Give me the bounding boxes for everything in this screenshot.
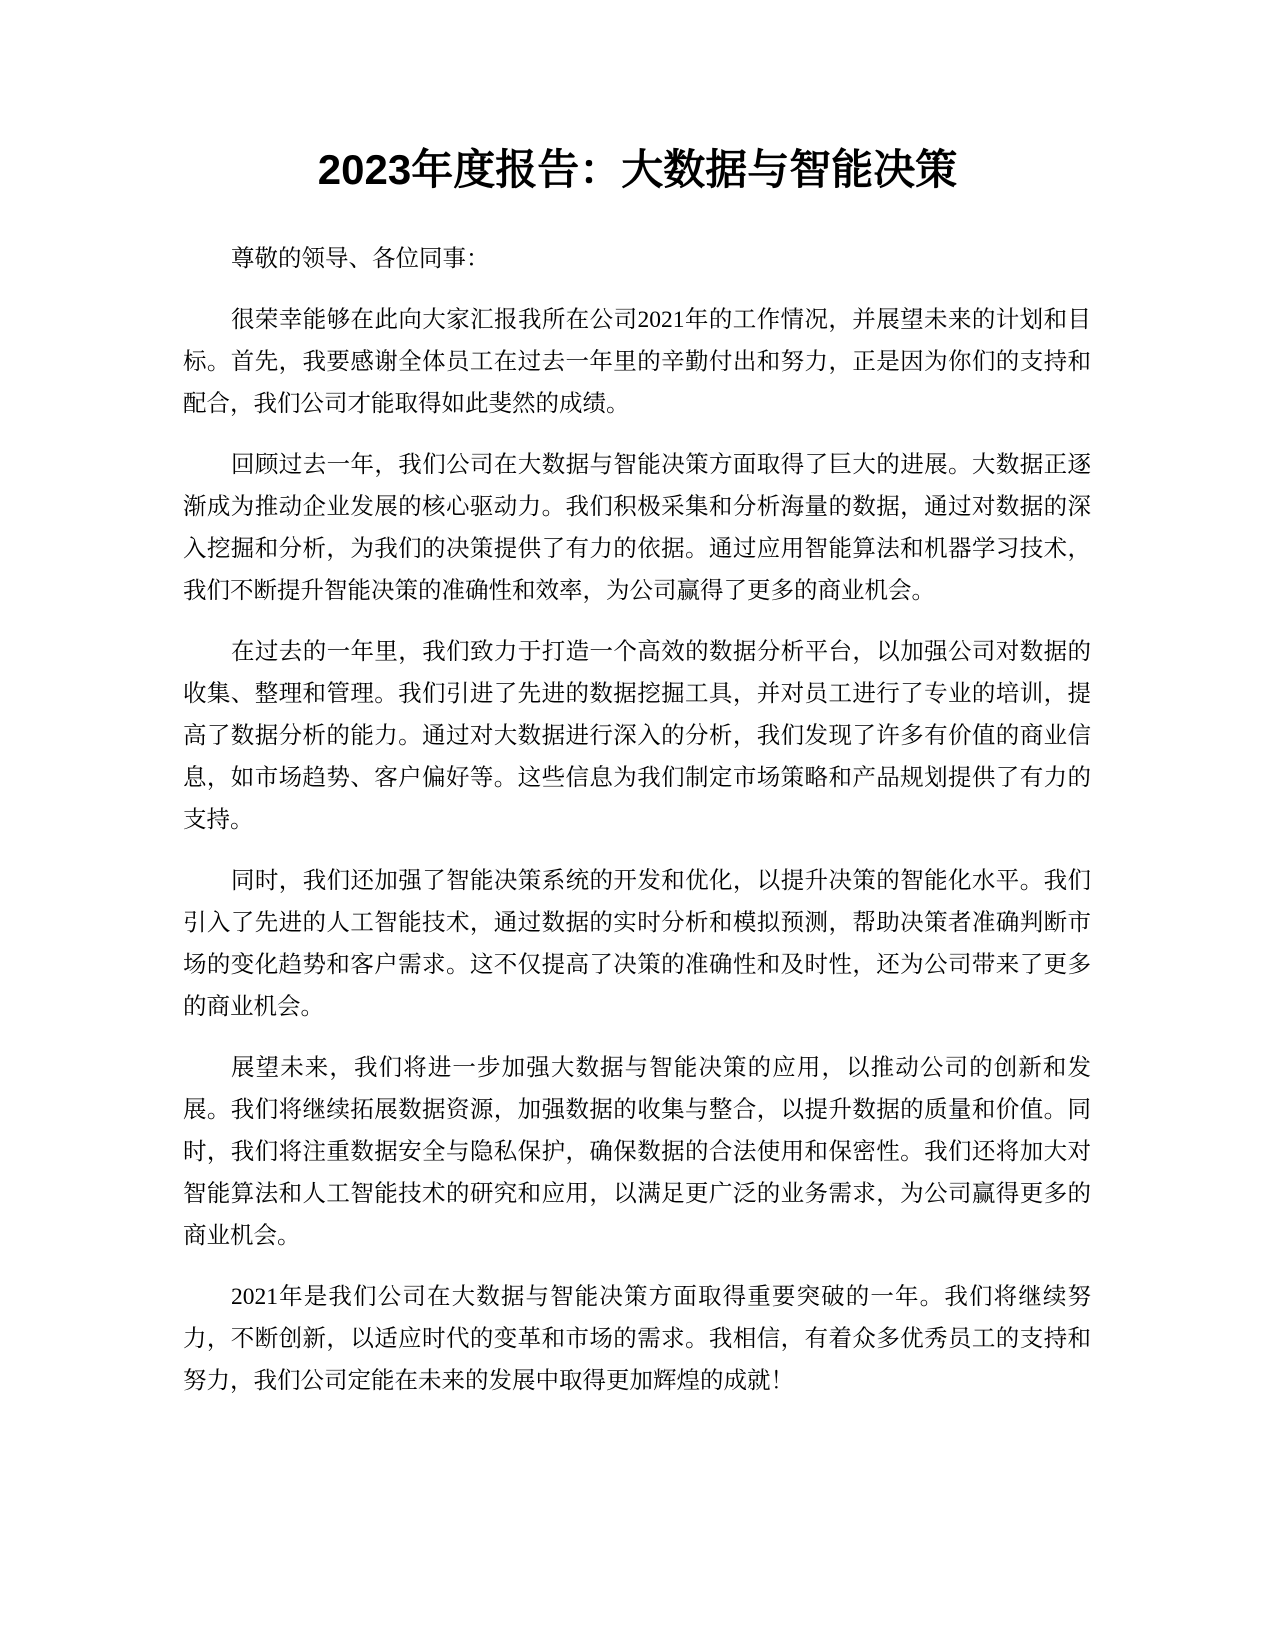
body-paragraph: 回顾过去一年，我们公司在大数据与智能决策方面取得了巨大的进展。大数据正逐渐成为推动企业发展的核心驱动力。我们积极采集和分析海量的数据，通过对数据的深入挖掘和分析，为我们的决策提供了有力的依据。通过应用智能算法和机器学习技术，我们不断提升智能决策的准确性和效率，为公司赢得了更多的商业机会。 xyxy=(183,452,1091,604)
body-paragraph: 很荣幸能够在此向大家汇报我所在公司2021年的工作情况，并展望未来的计划和目标。首先，我要感谢全体员工在过去一年里的辛勤付出和努力，正是因为你们的支持和配合，我们公司才能取得如此斐然的成绩。 xyxy=(183,307,1091,417)
salutation: 尊敬的领导、各位同事： xyxy=(231,246,490,272)
body-paragraph: 在过去的一年里，我们致力于打造一个高效的数据分析平台，以加强公司对数据的收集、整理和管理。我们引进了先进的数据挖掘工具，并对员工进行了专业的培训，提高了数据分析的能力。通过对大数据进行深入的分析，我们发现了许多有价值的商业信息，如市场趋势、客户偏好等。这些信息为我们制定市场策略和产品规划提供了有力的支持。 xyxy=(183,639,1091,833)
body-paragraph: 2021年是我们公司在大数据与智能决策方面取得重要突破的一年。我们将继续努力，不断创新，以适应时代的变革和市场的需求。我相信，有着众多优秀员工的支持和努力，我们公司定能在未来的发展中取得更加辉煌的成就！ xyxy=(183,1284,1091,1394)
document-body xyxy=(183,238,1091,1421)
body-paragraph: 展望未来，我们将进一步加强大数据与智能决策的应用，以推动公司的创新和发展。我们将继续拓展数据资源，加强数据的收集与整合，以提升数据的质量和价值。同时，我们将注重数据安全与隐私保护，确保数据的合法使用和保密性。我们还将加大对智能算法和人工智能技术的研究和应用，以满足更广泛的业务需求，为公司赢得更多的商业机会。 xyxy=(183,1055,1091,1249)
document-title: 2023年度报告：大数据与智能决策 xyxy=(317,146,958,193)
body-paragraph: 同时，我们还加强了智能决策系统的开发和优化，以提升决策的智能化水平。我们引入了先进的人工智能技术，通过数据的实时分析和模拟预测，帮助决策者准确判断市场的变化趋势和客户需求。这不仅提高了决策的准确性和及时性，还为公司带来了更多的商业机会。 xyxy=(183,868,1091,1020)
